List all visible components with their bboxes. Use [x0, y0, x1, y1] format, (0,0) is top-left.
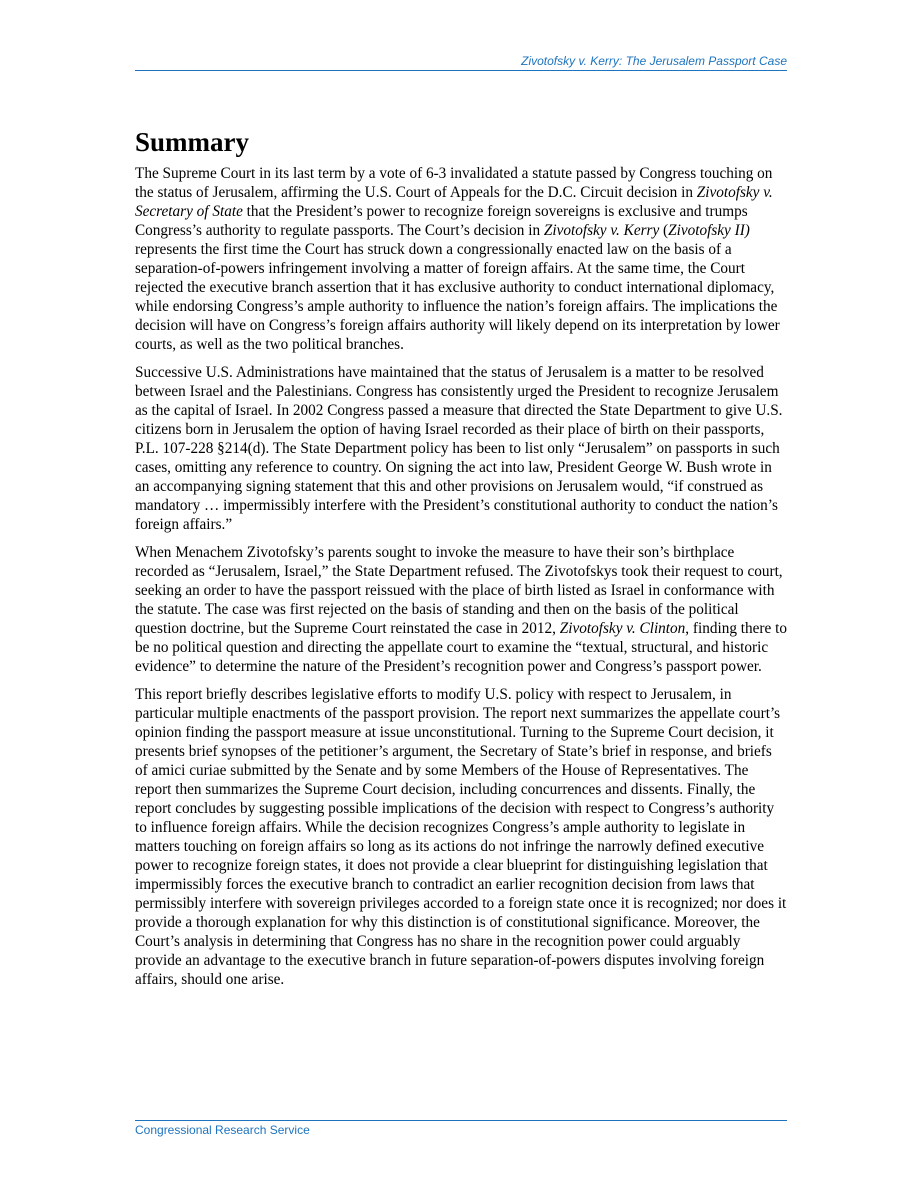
paragraph-3-text-2: , finding there to be no political question and directing the appellate court to examine the “textual, structural, and historic evidence” to determine the nature of the President’s recognition power and Congress’s passport power. — [135, 620, 787, 675]
case-name-zivotofsky-ii: Zivotofsky II) — [668, 222, 750, 239]
paragraph-1-text-3: ( — [659, 222, 669, 239]
paragraph-1 — [135, 164, 787, 354]
paragraph-1-text-4: represents the first time the Court has struck down a congressionally enacted law on the basis of a separation-of-powers infringement involving a matter of foreign affairs. At the same time, the Court rejected the executive branch assertion that it has exclusive authority to conduct international diplomacy, while endorsing Congress’s ample authority to influence the nation’s foreign affairs. The implications the decision will have on Congress’s foreign affairs authority will likely depend on its interpretation by lower courts, as well as the two political branches. — [135, 241, 780, 353]
section-heading: Summary — [135, 127, 249, 157]
paragraph-1-text-2: that the President’s power to recognize foreign sovereigns is exclusive and trumps Congress’s authority to regulate passports. The Court’s decision in — [135, 203, 748, 239]
paragraph-2: Successive U.S. Administrations have maintained that the status of Jerusalem is a matter to be resolved between Israel and the Palestinians. Congress has consistently urged the President to recognize Jerusalem as the capital of Israel. In 2002 Congress passed a measure that directed the State Department to give U.S. citizens born in Jerusalem the option of having Israel recorded as their place of birth on their passports, P.L. 107-228 §214(d). The State Department policy has been to list only “Jerusalem” on passports in such cases, omitting any reference to country. On signing the act into law, President George W. Bush wrote in an accompanying signing statement that this and other provisions on Jerusalem would, “if construed as mandatory … impermissibly interfere with the President’s constitutional authority to conduct the nation’s foreign affairs.” — [135, 364, 783, 533]
case-name-secretary-of-state: Zivotofsky v. Secretary of State — [135, 184, 773, 220]
paragraph-1-text-1: The Supreme Court in its last term by a vote of 6-3 invalidated a statute passed by Congress touching on the status of Jerusalem, affirming the U.S. Court of Appeals for the D.C. Circuit decision in — [135, 165, 773, 201]
page-body — [135, 125, 787, 998]
paragraph-3 — [135, 543, 787, 676]
running-header — [135, 54, 787, 71]
case-name-kerry: Zivotofsky v. Kerry — [543, 222, 660, 239]
paragraph-3-text-1: When Menachem Zivotofsky’s parents sought to invoke the measure to have their son’s birthplace recorded as “Jerusalem, Israel,” the State Department refused. The Zivotofskys took their request to court, seeking an order to have the passport reissued with the place of birth listed as Israel in conformance with the statute. The case was first rejected on the basis of standing and then on the basis of the political question doctrine, but the Supreme Court reinstated the case in 2012, — [135, 544, 783, 637]
footer-label: Congressional Research Service — [135, 1123, 310, 1137]
running-title: Zivotofsky v. Kerry: The Jerusalem Passport Case — [521, 54, 787, 68]
footer-divider — [135, 1120, 787, 1121]
case-name-clinton: Zivotofsky v. Clinton — [559, 620, 686, 637]
paragraph-4: This report briefly describes legislative efforts to modify U.S. policy with respect to Jerusalem, in particular multiple enactments of the passport provision. The report next summarizes the appellate court’s opinion finding the passport measure at issue unconstitutional. Turning to the Supreme Court decision, it presents brief synopses of the petitioner’s argument, the Secretary of State’s brief in response, and briefs of amici curiae submitted by the Senate and by some Members of the House of Representatives. The report then summarizes the Supreme Court decision, including concurrences and dissents. Finally, the report concludes by suggesting possible implications of the decision with respect to Congress’s authority to influence foreign affairs. While the decision recognizes Congress’s ample authority to legislate in matters touching on foreign affairs so long as its actions do not infringe the narrowly defined executive power to recognize foreign states, it does not provide a clear blueprint for distinguishing legislation that impermissibly forces the executive branch to contradict an earlier recognition decision from laws that permissibly interfere with sovereign privileges accorded to a foreign state once it is recognized; nor does it provide a thorough explanation for why this distinction is of constitutional significance. Moreover, the Court’s analysis in determining that Congress has no share in the recognition power could arguably provide an advantage to the executive branch in future separation-of-powers disputes involving foreign affairs, should one arise. — [135, 686, 787, 988]
